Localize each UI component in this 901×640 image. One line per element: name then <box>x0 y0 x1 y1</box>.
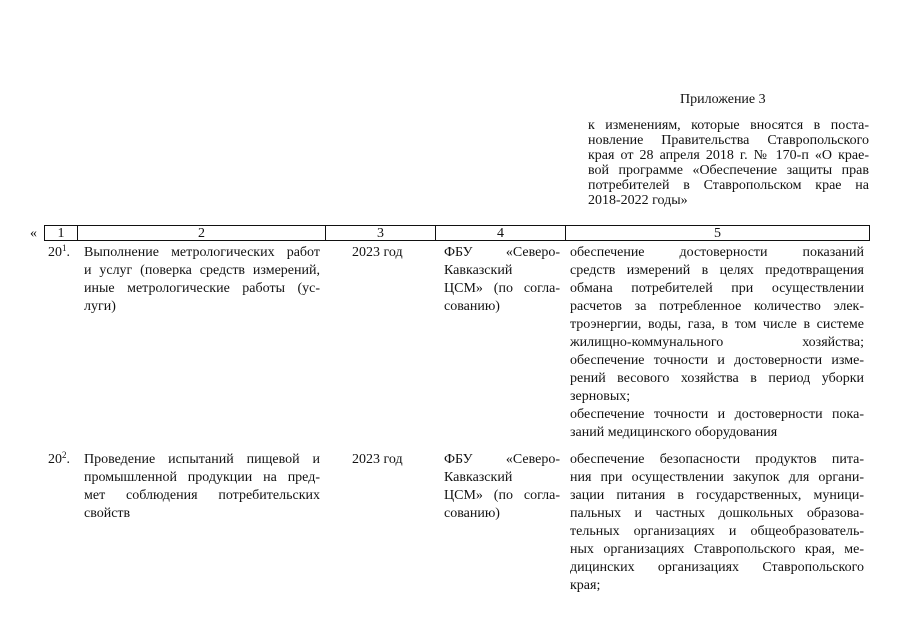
text-line: Проведение испытаний пищевой и <box>84 452 320 467</box>
text-line: ЦСМ» (по согла- <box>444 281 560 296</box>
text-line: пальных и частных дошкольных образова- <box>570 506 864 521</box>
text-line: ния при осуществлении закупок для органи- <box>570 470 864 485</box>
text-line: средств измерений в целях предотвращения <box>570 263 864 278</box>
expected-result <box>570 451 864 595</box>
text-line: обеспечение достоверности показаний <box>570 245 864 260</box>
text-line: иные метрологические работы (ус- <box>84 281 320 296</box>
header-cell-2: 2 <box>77 225 326 241</box>
text-line: новление Правительства Ставропольского <box>588 133 869 148</box>
text-line: троэнергии, воды, газа, в том числе в системе <box>570 317 864 332</box>
text-line: тельных организациях и общеобразователь- <box>570 524 864 539</box>
text-line: Кавказский <box>444 263 513 278</box>
row-number: $20^2$. <box>48 450 70 467</box>
text-line: ЦСМ» (по согла- <box>444 488 560 503</box>
text-line: края от 28 апреля 2018 г. № 170-п «О крае- <box>588 148 869 163</box>
text-line: сованию) <box>444 506 500 521</box>
appendix-subtitle <box>588 118 869 208</box>
text-line: луги) <box>84 299 116 314</box>
text-line: и услуг (поверка средств измерений, <box>84 263 320 278</box>
text-line: зации питания в государственных, муници- <box>570 488 864 503</box>
text-line: ФБУ «Северо- <box>444 452 560 467</box>
text-line: края; <box>570 578 601 593</box>
text-line: зерновых; <box>570 389 631 404</box>
header-cell-4: 4 <box>435 225 566 241</box>
row-number-superscript: 2 <box>62 450 67 460</box>
text-line: сованию) <box>444 299 500 314</box>
expected-result <box>570 244 864 442</box>
text-line: Кавказский <box>444 470 513 485</box>
executor <box>444 451 560 523</box>
activity-name <box>84 244 320 316</box>
text-line: мет соблюдения потребительских <box>84 488 320 503</box>
text-line: промышленной продукции на пред- <box>84 470 320 485</box>
text-line: обеспечение точности и достоверности изме- <box>570 353 864 368</box>
row-number-superscript: 1 <box>62 243 67 253</box>
text-line: потребителей в Ставропольском крае на <box>588 178 869 193</box>
text-line: 2018-2022 годы» <box>588 193 688 208</box>
text-line: свойств <box>84 506 131 521</box>
open-quote: « <box>30 226 37 241</box>
text-line: обмана потребителей при осуществлении <box>570 281 864 296</box>
appendix-title: Приложение 3 <box>680 92 766 107</box>
header-cell-3: 3 <box>325 225 436 241</box>
text-line: Выполнение метрологических работ <box>84 245 320 260</box>
text-line: заний медицинского оборудования <box>570 425 778 440</box>
text-line: к изменениям, которые вносятся в поста- <box>588 118 869 133</box>
row-number: $20^1$. <box>48 243 70 260</box>
text-line: ФБУ «Северо- <box>444 245 560 260</box>
header-cell-1: 1 <box>44 225 78 241</box>
text-line: расчетов за потребленное количество элек- <box>570 299 864 314</box>
activity-name <box>84 451 320 523</box>
header-cell-5: 5 <box>565 225 870 241</box>
deadline: 2023 год <box>352 245 403 260</box>
executor <box>444 244 560 316</box>
text-line: обеспечение безопасности продуктов пита- <box>570 452 864 467</box>
text-line: ных организациях Ставропольского края, ме- <box>570 542 864 557</box>
text-line: дицинских организациях Ставропольского <box>570 560 864 575</box>
deadline: 2023 год <box>352 452 403 467</box>
text-line: обеспечение точности и достоверности пока- <box>570 407 864 422</box>
text-line: жилищно-коммунального хозяйства; <box>570 335 864 350</box>
text-line: вой программе «Обеспечение защиты прав <box>588 163 869 178</box>
text-line: рений весового хозяйства в период уборки <box>570 371 864 386</box>
